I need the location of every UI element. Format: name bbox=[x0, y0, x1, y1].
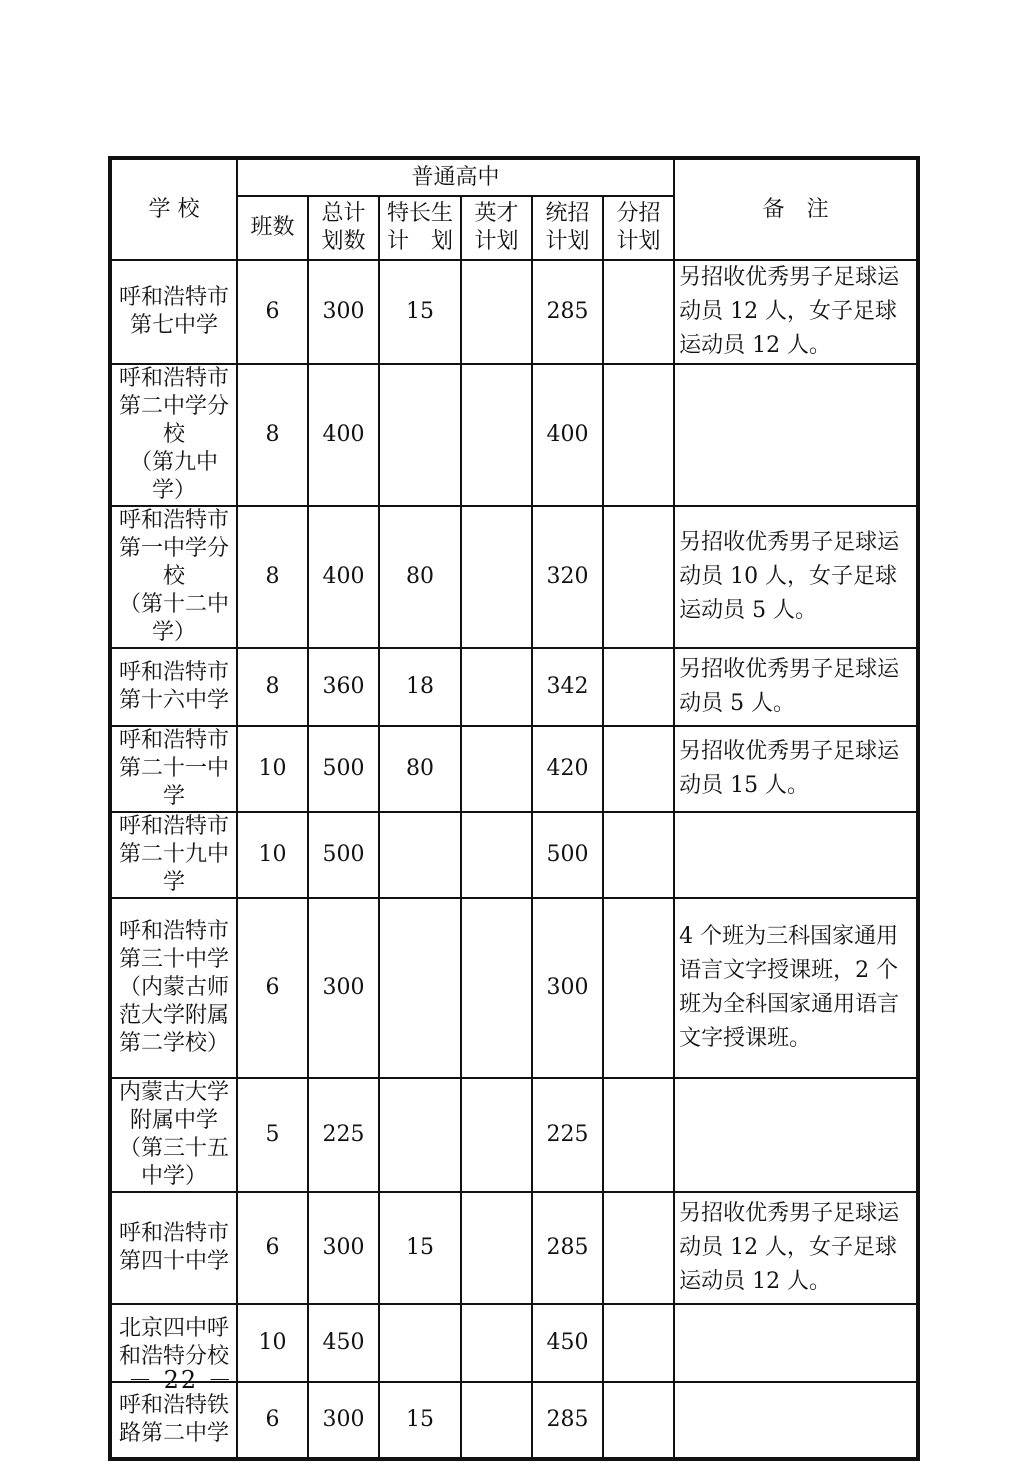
school-name-line: 呼和浩特市 bbox=[118, 508, 229, 533]
header-column bbox=[237, 196, 308, 260]
cell-classes: 6 bbox=[237, 1192, 308, 1304]
cell-total: 360 bbox=[308, 648, 379, 726]
cell-total: 500 bbox=[308, 726, 379, 812]
school-name-line: 第二学校） bbox=[118, 1031, 229, 1056]
cell-special bbox=[379, 1304, 461, 1382]
school-name-cell bbox=[110, 260, 237, 364]
cell-special: 80 bbox=[379, 726, 461, 812]
header-column bbox=[379, 196, 461, 260]
cell-divided bbox=[603, 812, 674, 898]
cell-total: 225 bbox=[308, 1078, 379, 1192]
header-column bbox=[308, 196, 379, 260]
school-name-line: 第七中学 bbox=[129, 313, 218, 338]
remark-cell bbox=[674, 1304, 918, 1382]
school-name-line: （第十二中学） bbox=[118, 592, 229, 645]
cell-talent bbox=[461, 364, 532, 506]
cell-talent bbox=[461, 898, 532, 1078]
cell-total: 450 bbox=[308, 1304, 379, 1382]
cell-divided bbox=[603, 726, 674, 812]
school-name-cell bbox=[110, 812, 237, 898]
cell-special: 15 bbox=[379, 1382, 461, 1459]
header-column bbox=[603, 196, 674, 260]
cell-special bbox=[379, 812, 461, 898]
table-row bbox=[110, 898, 918, 1078]
header-group: 普通高中 bbox=[237, 158, 674, 196]
school-name-line: 和浩特分校 bbox=[118, 1344, 229, 1369]
cell-divided bbox=[603, 1192, 674, 1304]
school-name-line: 呼和浩特市 bbox=[118, 1221, 229, 1246]
school-name-line: 呼和浩特市 bbox=[118, 660, 229, 685]
remark-cell: 另招收优秀男子足球运动员 10 人，女子足球运动员 5 人。 bbox=[674, 506, 918, 648]
cell-classes: 10 bbox=[237, 1304, 308, 1382]
cell-total: 300 bbox=[308, 260, 379, 364]
remark-cell: 另招收优秀男子足球运动员 12 人，女子足球运动员 12 人。 bbox=[674, 1192, 918, 1304]
cell-classes: 5 bbox=[237, 1078, 308, 1192]
remark-cell: 另招收优秀男子足球运动员 12 人，女子足球运动员 12 人。 bbox=[674, 260, 918, 364]
school-name-line: （第九中学） bbox=[129, 450, 218, 503]
table-row bbox=[110, 364, 918, 506]
cell-special bbox=[379, 1078, 461, 1192]
cell-unified: 225 bbox=[532, 1078, 603, 1192]
cell-unified: 400 bbox=[532, 364, 603, 506]
cell-unified: 300 bbox=[532, 898, 603, 1078]
school-name-line: 第二十一中学 bbox=[118, 756, 229, 809]
remark-cell bbox=[674, 364, 918, 506]
school-name-line: （内蒙古师 bbox=[118, 975, 229, 1000]
cell-unified: 450 bbox=[532, 1304, 603, 1382]
school-name-line: 路第二中学 bbox=[118, 1421, 229, 1446]
header-column-line: 统招 bbox=[545, 201, 590, 226]
table-row bbox=[110, 1078, 918, 1192]
table-row bbox=[110, 260, 918, 364]
header-column-line: 计划 bbox=[545, 229, 590, 254]
school-name-line: 呼和浩特铁 bbox=[118, 1393, 229, 1418]
cell-total: 300 bbox=[308, 1382, 379, 1459]
cell-divided bbox=[603, 506, 674, 648]
school-name-line: 第二中学分校 bbox=[118, 394, 229, 447]
remark-cell: 另招收优秀男子足球运动员 5 人。 bbox=[674, 648, 918, 726]
cell-special bbox=[379, 898, 461, 1078]
cell-total: 400 bbox=[308, 364, 379, 506]
cell-talent bbox=[461, 260, 532, 364]
cell-divided bbox=[603, 260, 674, 364]
cell-classes: 8 bbox=[237, 506, 308, 648]
school-name-cell bbox=[110, 898, 237, 1078]
cell-unified: 285 bbox=[532, 260, 603, 364]
remark-cell bbox=[674, 812, 918, 898]
cell-talent bbox=[461, 506, 532, 648]
table-row bbox=[110, 812, 918, 898]
header-column-line: 总计 bbox=[321, 201, 366, 226]
cell-unified: 320 bbox=[532, 506, 603, 648]
cell-special: 15 bbox=[379, 260, 461, 364]
school-name-line: 第三十中学 bbox=[118, 947, 229, 972]
header-column-line: 分招 bbox=[616, 201, 661, 226]
school-name-line: 范大学附属 bbox=[118, 1003, 229, 1028]
cell-total: 500 bbox=[308, 812, 379, 898]
school-name-cell bbox=[110, 726, 237, 812]
school-name-line: 第二十九中学 bbox=[118, 842, 229, 895]
cell-special: 80 bbox=[379, 506, 461, 648]
header-column-line: 英才 bbox=[474, 201, 519, 226]
school-name-line: 呼和浩特市 bbox=[118, 285, 229, 310]
school-name-line: 第十六中学 bbox=[118, 688, 229, 713]
cell-talent bbox=[461, 1382, 532, 1459]
school-name-line: 北京四中呼 bbox=[118, 1316, 229, 1341]
cell-classes: 8 bbox=[237, 648, 308, 726]
cell-special bbox=[379, 364, 461, 506]
cell-divided bbox=[603, 1382, 674, 1459]
cell-special: 18 bbox=[379, 648, 461, 726]
cell-divided bbox=[603, 648, 674, 726]
cell-divided bbox=[603, 364, 674, 506]
cell-talent bbox=[461, 1192, 532, 1304]
cell-talent bbox=[461, 648, 532, 726]
school-name-line: 附属中学 bbox=[129, 1108, 218, 1133]
cell-unified: 285 bbox=[532, 1382, 603, 1459]
table-row bbox=[110, 506, 918, 648]
cell-classes: 6 bbox=[237, 898, 308, 1078]
page-number: － 22 － bbox=[128, 1366, 234, 1394]
school-name-line: 呼和浩特市 bbox=[118, 814, 229, 839]
cell-divided bbox=[603, 898, 674, 1078]
remark-cell bbox=[674, 1078, 918, 1192]
school-name-line: 呼和浩特市 bbox=[118, 919, 229, 944]
cell-classes: 10 bbox=[237, 812, 308, 898]
cell-classes: 6 bbox=[237, 1382, 308, 1459]
cell-classes: 10 bbox=[237, 726, 308, 812]
remark-cell bbox=[674, 1382, 918, 1459]
cell-divided bbox=[603, 1078, 674, 1192]
cell-talent bbox=[461, 1078, 532, 1192]
cell-total: 400 bbox=[308, 506, 379, 648]
school-name-cell bbox=[110, 648, 237, 726]
remark-cell: 另招收优秀男子足球运动员 15 人。 bbox=[674, 726, 918, 812]
header-column-line: 划数 bbox=[321, 229, 366, 254]
cell-total: 300 bbox=[308, 898, 379, 1078]
enrollment-plan-table bbox=[108, 156, 920, 1461]
header-column-line: 班数 bbox=[250, 215, 295, 240]
cell-talent bbox=[461, 1304, 532, 1382]
cell-unified: 342 bbox=[532, 648, 603, 726]
cell-talent bbox=[461, 726, 532, 812]
cell-unified: 500 bbox=[532, 812, 603, 898]
school-name-cell bbox=[110, 364, 237, 506]
cell-classes: 6 bbox=[237, 260, 308, 364]
school-name-line: 第四十中学 bbox=[118, 1249, 229, 1274]
cell-classes: 8 bbox=[237, 364, 308, 506]
school-name-line: 呼和浩特市 bbox=[118, 366, 229, 391]
header-school: 学 校 bbox=[110, 158, 237, 260]
remark-cell: 4 个班为三科国家通用语言文字授课班，2 个班为全科国家通用语言文字授课班。 bbox=[674, 898, 918, 1078]
school-name-cell bbox=[110, 1192, 237, 1304]
header-column-line: 特长生 bbox=[386, 201, 453, 226]
cell-total: 300 bbox=[308, 1192, 379, 1304]
school-name-line: （第三十五中学） bbox=[118, 1136, 229, 1189]
header-column bbox=[532, 196, 603, 260]
cell-unified: 420 bbox=[532, 726, 603, 812]
school-name-line: 呼和浩特市 bbox=[118, 728, 229, 753]
header-column-line: 计划 bbox=[474, 229, 519, 254]
school-name-line: 第一中学分校 bbox=[118, 536, 229, 589]
cell-talent bbox=[461, 812, 532, 898]
header-remark: 备 注 bbox=[674, 158, 918, 260]
cell-divided bbox=[603, 1304, 674, 1382]
header-column-line: 计划 bbox=[616, 229, 661, 254]
cell-special: 15 bbox=[379, 1192, 461, 1304]
table-row bbox=[110, 648, 918, 726]
table-row bbox=[110, 726, 918, 812]
header-column-line: 计 划 bbox=[386, 229, 453, 254]
table-row bbox=[110, 1192, 918, 1304]
school-name-line: 内蒙古大学 bbox=[118, 1080, 229, 1105]
header-column bbox=[461, 196, 532, 260]
school-name-cell bbox=[110, 1078, 237, 1192]
school-name-cell bbox=[110, 506, 237, 648]
cell-unified: 285 bbox=[532, 1192, 603, 1304]
